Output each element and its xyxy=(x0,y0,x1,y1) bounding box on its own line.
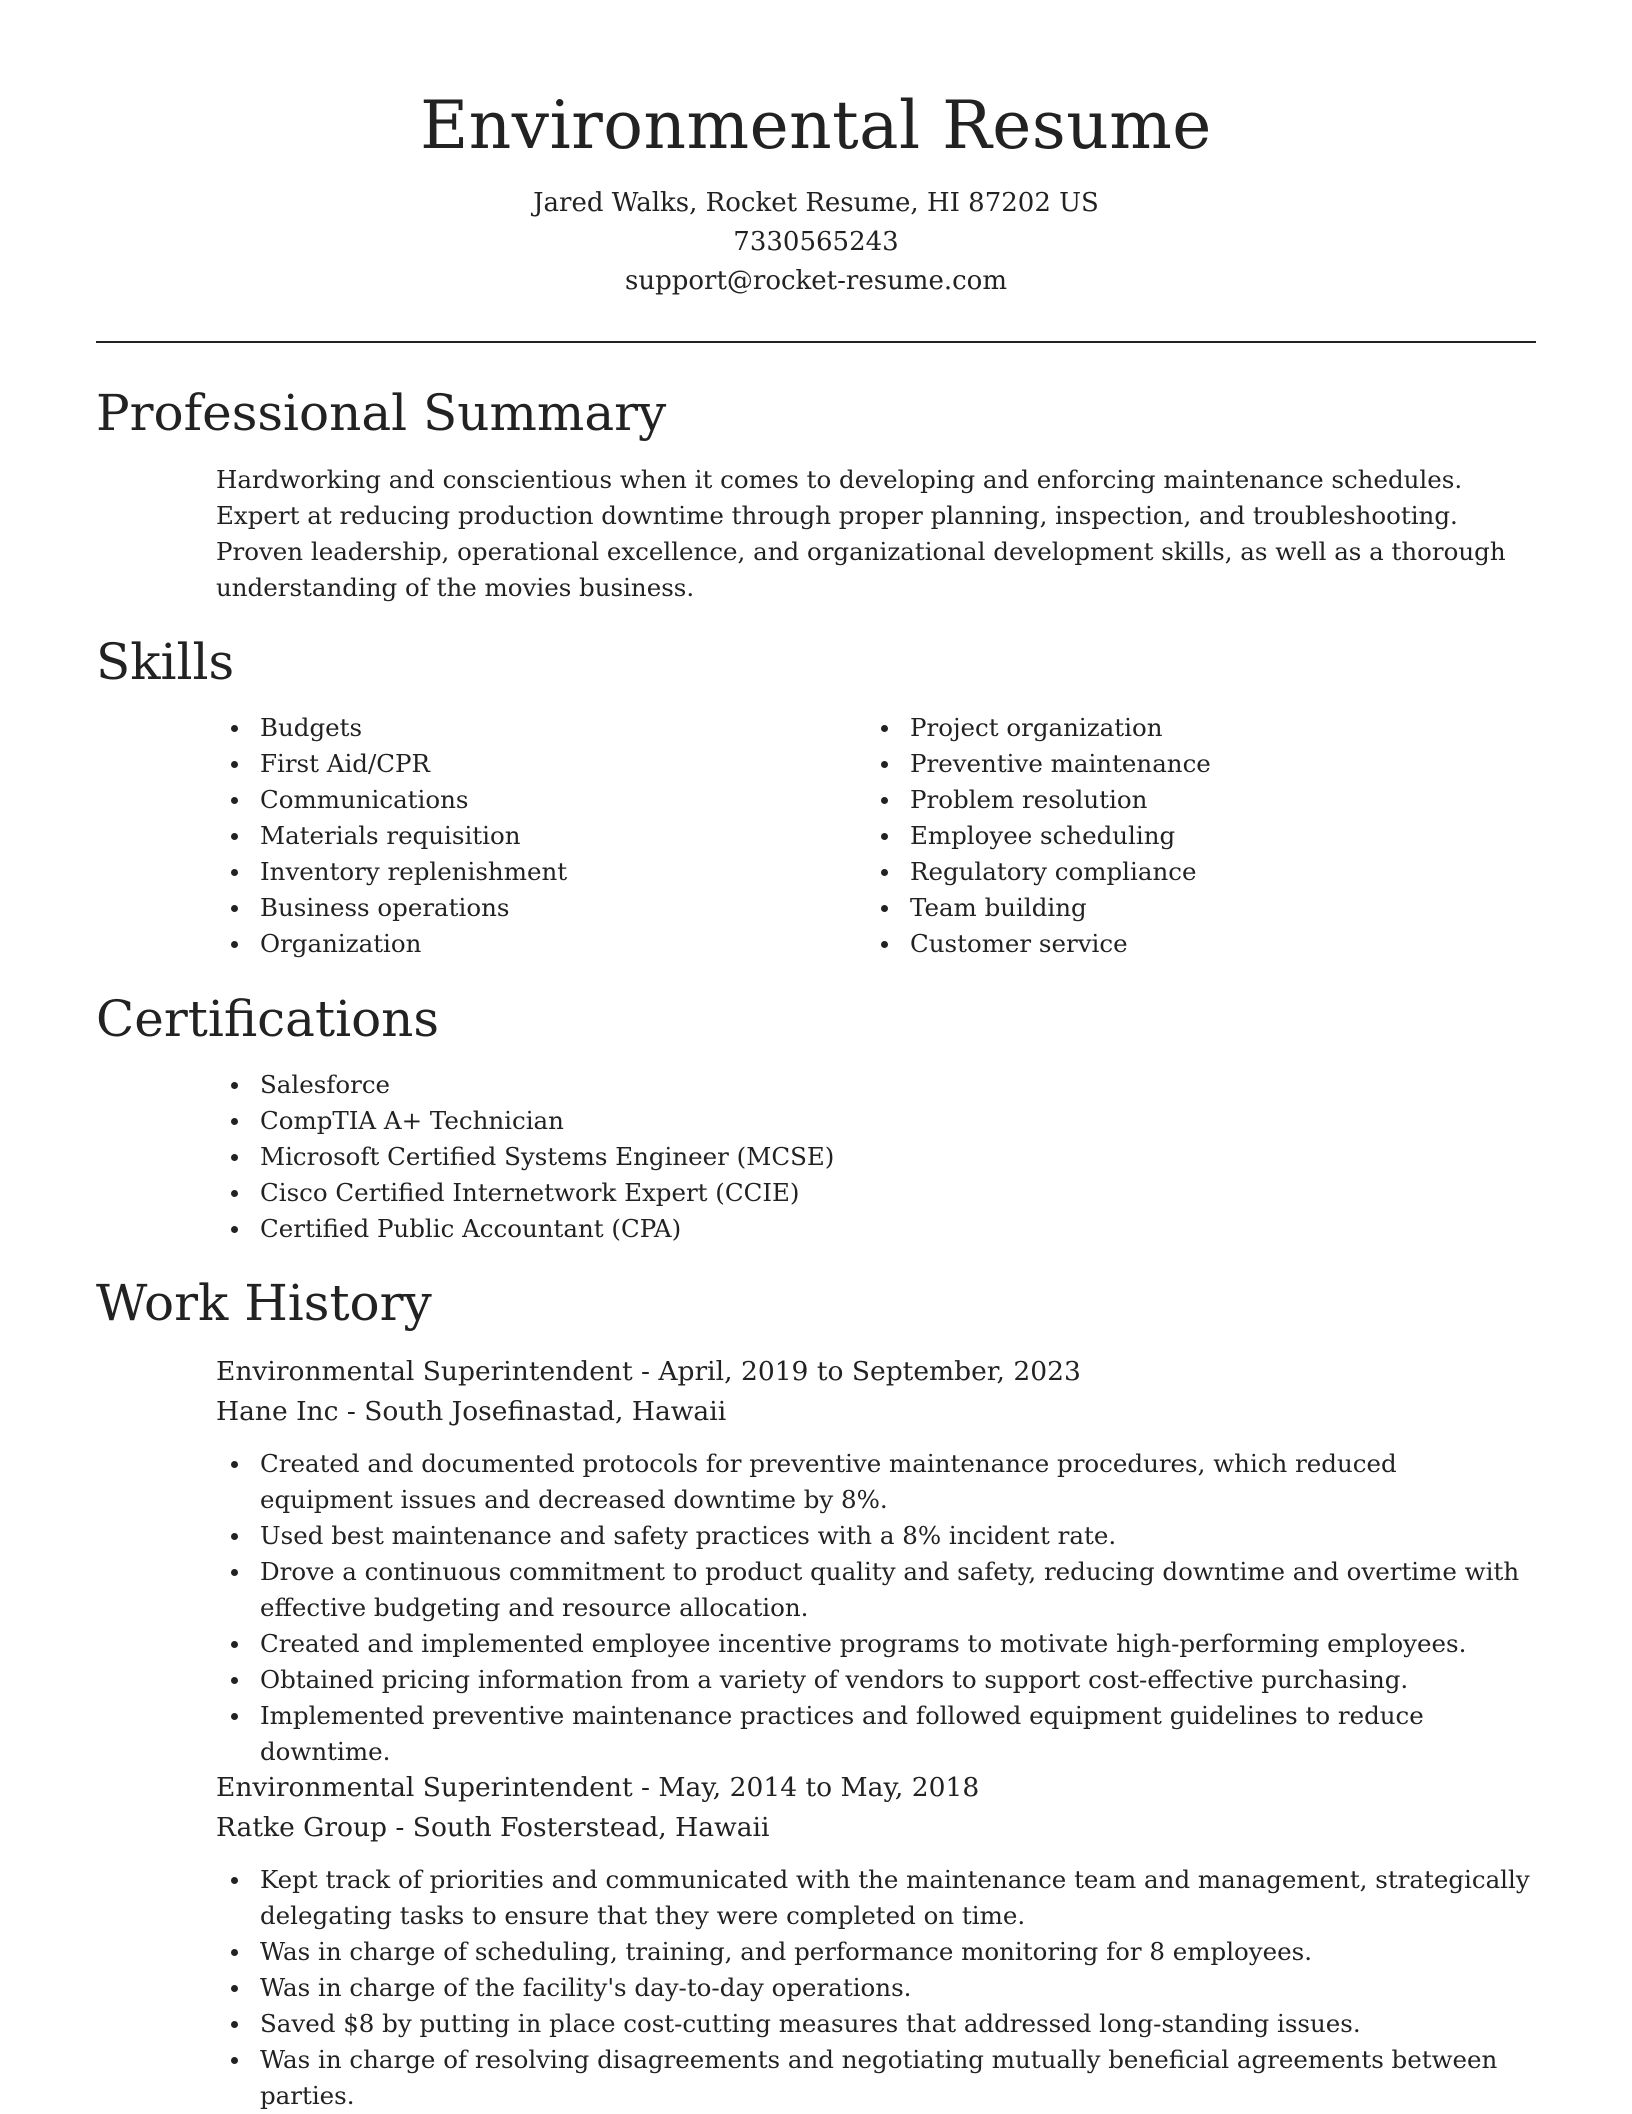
list-item: Microsoft Certified Systems Engineer (MCSE) xyxy=(216,1139,1416,1175)
list-item: Was in charge of scheduling, training, and performance monitoring for 8 employees. xyxy=(216,1934,1536,1970)
summary-text: Hardworking and conscientious when it comes to developing and enforcing maintenance schedules. Expert at reducing production downtime through proper planning, inspection, and troubleshooting. Proven leadership, operational excellence, and organizational development skills, as well as a thorough understanding of the movies business. xyxy=(216,465,1506,602)
skills-list-left xyxy=(216,710,816,962)
header-divider xyxy=(96,341,1536,343)
list-item: Kept track of priorities and communicated with the maintenance team and management, strategically delegating tasks to ensure that they were completed on time. xyxy=(216,1862,1536,1934)
list-item: Team building xyxy=(866,890,1486,926)
contact-address: Jared Walks, Rocket Resume, HI 87202 US xyxy=(533,188,1099,218)
list-item: Saved $8 by putting in place cost-cutting measures that addressed long-standing issues. xyxy=(216,2006,1536,2042)
skills-heading: Skills xyxy=(96,633,235,691)
list-item: CompTIA A+ Technician xyxy=(216,1103,1416,1139)
list-item: Regulatory compliance xyxy=(866,854,1486,890)
list-item: Created and documented protocols for preventive maintenance procedures, which reduced equipment issues and decreased downtime by 8%. xyxy=(216,1446,1536,1518)
certifications-heading: Certifications xyxy=(96,990,440,1048)
list-item: Certified Public Accountant (CPA) xyxy=(216,1211,1416,1247)
list-item: First Aid/CPR xyxy=(216,746,816,782)
list-item: Was in charge of resolving disagreements and negotiating mutually beneficial agreements between parties. xyxy=(216,2042,1536,2114)
contact-info xyxy=(0,184,1632,301)
list-item: Materials requisition xyxy=(216,818,816,854)
list-item: Inventory replenishment xyxy=(216,854,816,890)
list-item: Implemented preventive maintenance practices and followed equipment guidelines to reduce downtime. xyxy=(216,1698,1536,1770)
list-item: Problem resolution xyxy=(866,782,1486,818)
list-item: Project organization xyxy=(866,710,1486,746)
job-title-line: Environmental Superintendent - April, 2019 to September, 2023 xyxy=(216,1356,1081,1387)
list-item: Created and implemented employee incentive programs to motivate high-performing employees. xyxy=(216,1626,1536,1662)
certifications-list xyxy=(216,1067,1416,1247)
job-company-line: Hane Inc - South Josefinastad, Hawaii xyxy=(216,1396,727,1427)
contact-email: support@rocket-resume.com xyxy=(624,266,1007,296)
list-item: Organization xyxy=(216,926,816,962)
list-item: Customer service xyxy=(866,926,1486,962)
contact-phone: 7330565243 xyxy=(733,227,899,257)
list-item: Obtained pricing information from a variety of vendors to support cost-effective purchasing. xyxy=(216,1662,1536,1698)
list-item: Was in charge of the facility's day-to-day operations. xyxy=(216,1970,1536,2006)
job-bullets xyxy=(216,1446,1536,1770)
skills-list-right xyxy=(866,710,1486,962)
work-history-heading: Work History xyxy=(96,1274,432,1332)
list-item: Preventive maintenance xyxy=(866,746,1486,782)
resume-title: Environmental Resume xyxy=(420,87,1212,164)
list-item: Business operations xyxy=(216,890,816,926)
list-item: Budgets xyxy=(216,710,816,746)
job-bullets xyxy=(216,1862,1536,2114)
resume-header xyxy=(0,82,1632,301)
summary-heading: Professional Summary xyxy=(96,384,667,442)
list-item: Communications xyxy=(216,782,816,818)
job-title-line: Environmental Superintendent - May, 2014 to May, 2018 xyxy=(216,1772,980,1803)
list-item: Employee scheduling xyxy=(866,818,1486,854)
list-item: Cisco Certified Internetwork Expert (CCIE) xyxy=(216,1175,1416,1211)
list-item: Drove a continuous commitment to product quality and safety, reducing downtime and overtime with effective budgeting and resource allocation. xyxy=(216,1554,1536,1626)
list-item: Used best maintenance and safety practices with a 8% incident rate. xyxy=(216,1518,1536,1554)
list-item: Salesforce xyxy=(216,1067,1416,1103)
job-company-line: Ratke Group - South Fosterstead, Hawaii xyxy=(216,1812,770,1843)
